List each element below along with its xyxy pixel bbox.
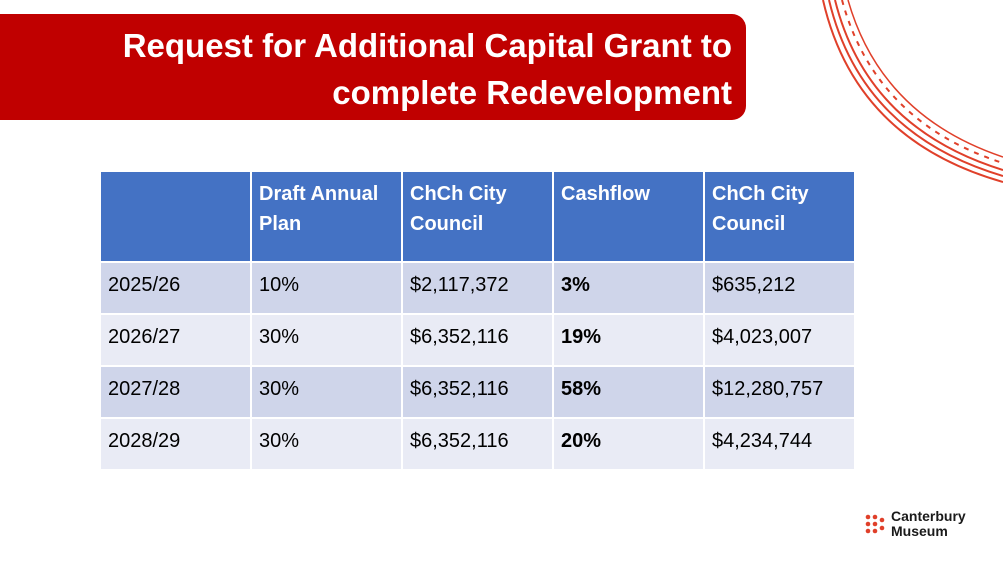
logo-text-line-2: Museum bbox=[891, 523, 948, 539]
logo-wordmark bbox=[891, 509, 966, 539]
cell-draft-annual-plan: 30% bbox=[251, 366, 402, 418]
table-row bbox=[100, 366, 855, 418]
cell-year: 2026/27 bbox=[100, 314, 251, 366]
header-cell-cashflow: Cashflow bbox=[553, 171, 704, 262]
cell-draft-annual-plan: 30% bbox=[251, 418, 402, 470]
cell-cashflow: 3% bbox=[553, 262, 704, 314]
cell-year: 2025/26 bbox=[100, 262, 251, 314]
museum-logo-dots-icon bbox=[864, 513, 886, 535]
cell-draft-annual-plan: 30% bbox=[251, 314, 402, 366]
header-cell-draft-annual-plan: Draft Annual Plan bbox=[251, 171, 402, 262]
cell-cashflow: 19% bbox=[553, 314, 704, 366]
cell-council-amount: $2,117,372 bbox=[402, 262, 553, 314]
header-cell-council-1: ChCh City Council bbox=[402, 171, 553, 262]
cell-council-cashflow-amount: $4,023,007 bbox=[704, 314, 855, 366]
cell-cashflow: 20% bbox=[553, 418, 704, 470]
table-row bbox=[100, 314, 855, 366]
cell-year: 2028/29 bbox=[100, 418, 251, 470]
slide-title-line-2: complete Redevelopment bbox=[332, 74, 732, 111]
cell-council-amount: $6,352,116 bbox=[402, 418, 553, 470]
title-banner bbox=[0, 14, 746, 120]
table-row bbox=[100, 262, 855, 314]
slide-title-line-1: Request for Additional Capital Grant to bbox=[122, 27, 732, 64]
cell-cashflow: 58% bbox=[553, 366, 704, 418]
cell-council-cashflow-amount: $12,280,757 bbox=[704, 366, 855, 418]
header-cell-year bbox=[100, 171, 251, 262]
cell-draft-annual-plan: 10% bbox=[251, 262, 402, 314]
logo-text-line-1: Canterbury bbox=[891, 508, 966, 524]
header-cell-council-2: ChCh City Council bbox=[704, 171, 855, 262]
table-header-row bbox=[100, 171, 855, 262]
canterbury-museum-logo bbox=[864, 509, 966, 539]
capital-grant-table bbox=[99, 170, 856, 471]
cell-council-amount: $6,352,116 bbox=[402, 366, 553, 418]
cell-year: 2027/28 bbox=[100, 366, 251, 418]
cell-council-cashflow-amount: $4,234,744 bbox=[704, 418, 855, 470]
cell-council-cashflow-amount: $635,212 bbox=[704, 262, 855, 314]
table-row bbox=[100, 418, 855, 470]
cell-council-amount: $6,352,116 bbox=[402, 314, 553, 366]
